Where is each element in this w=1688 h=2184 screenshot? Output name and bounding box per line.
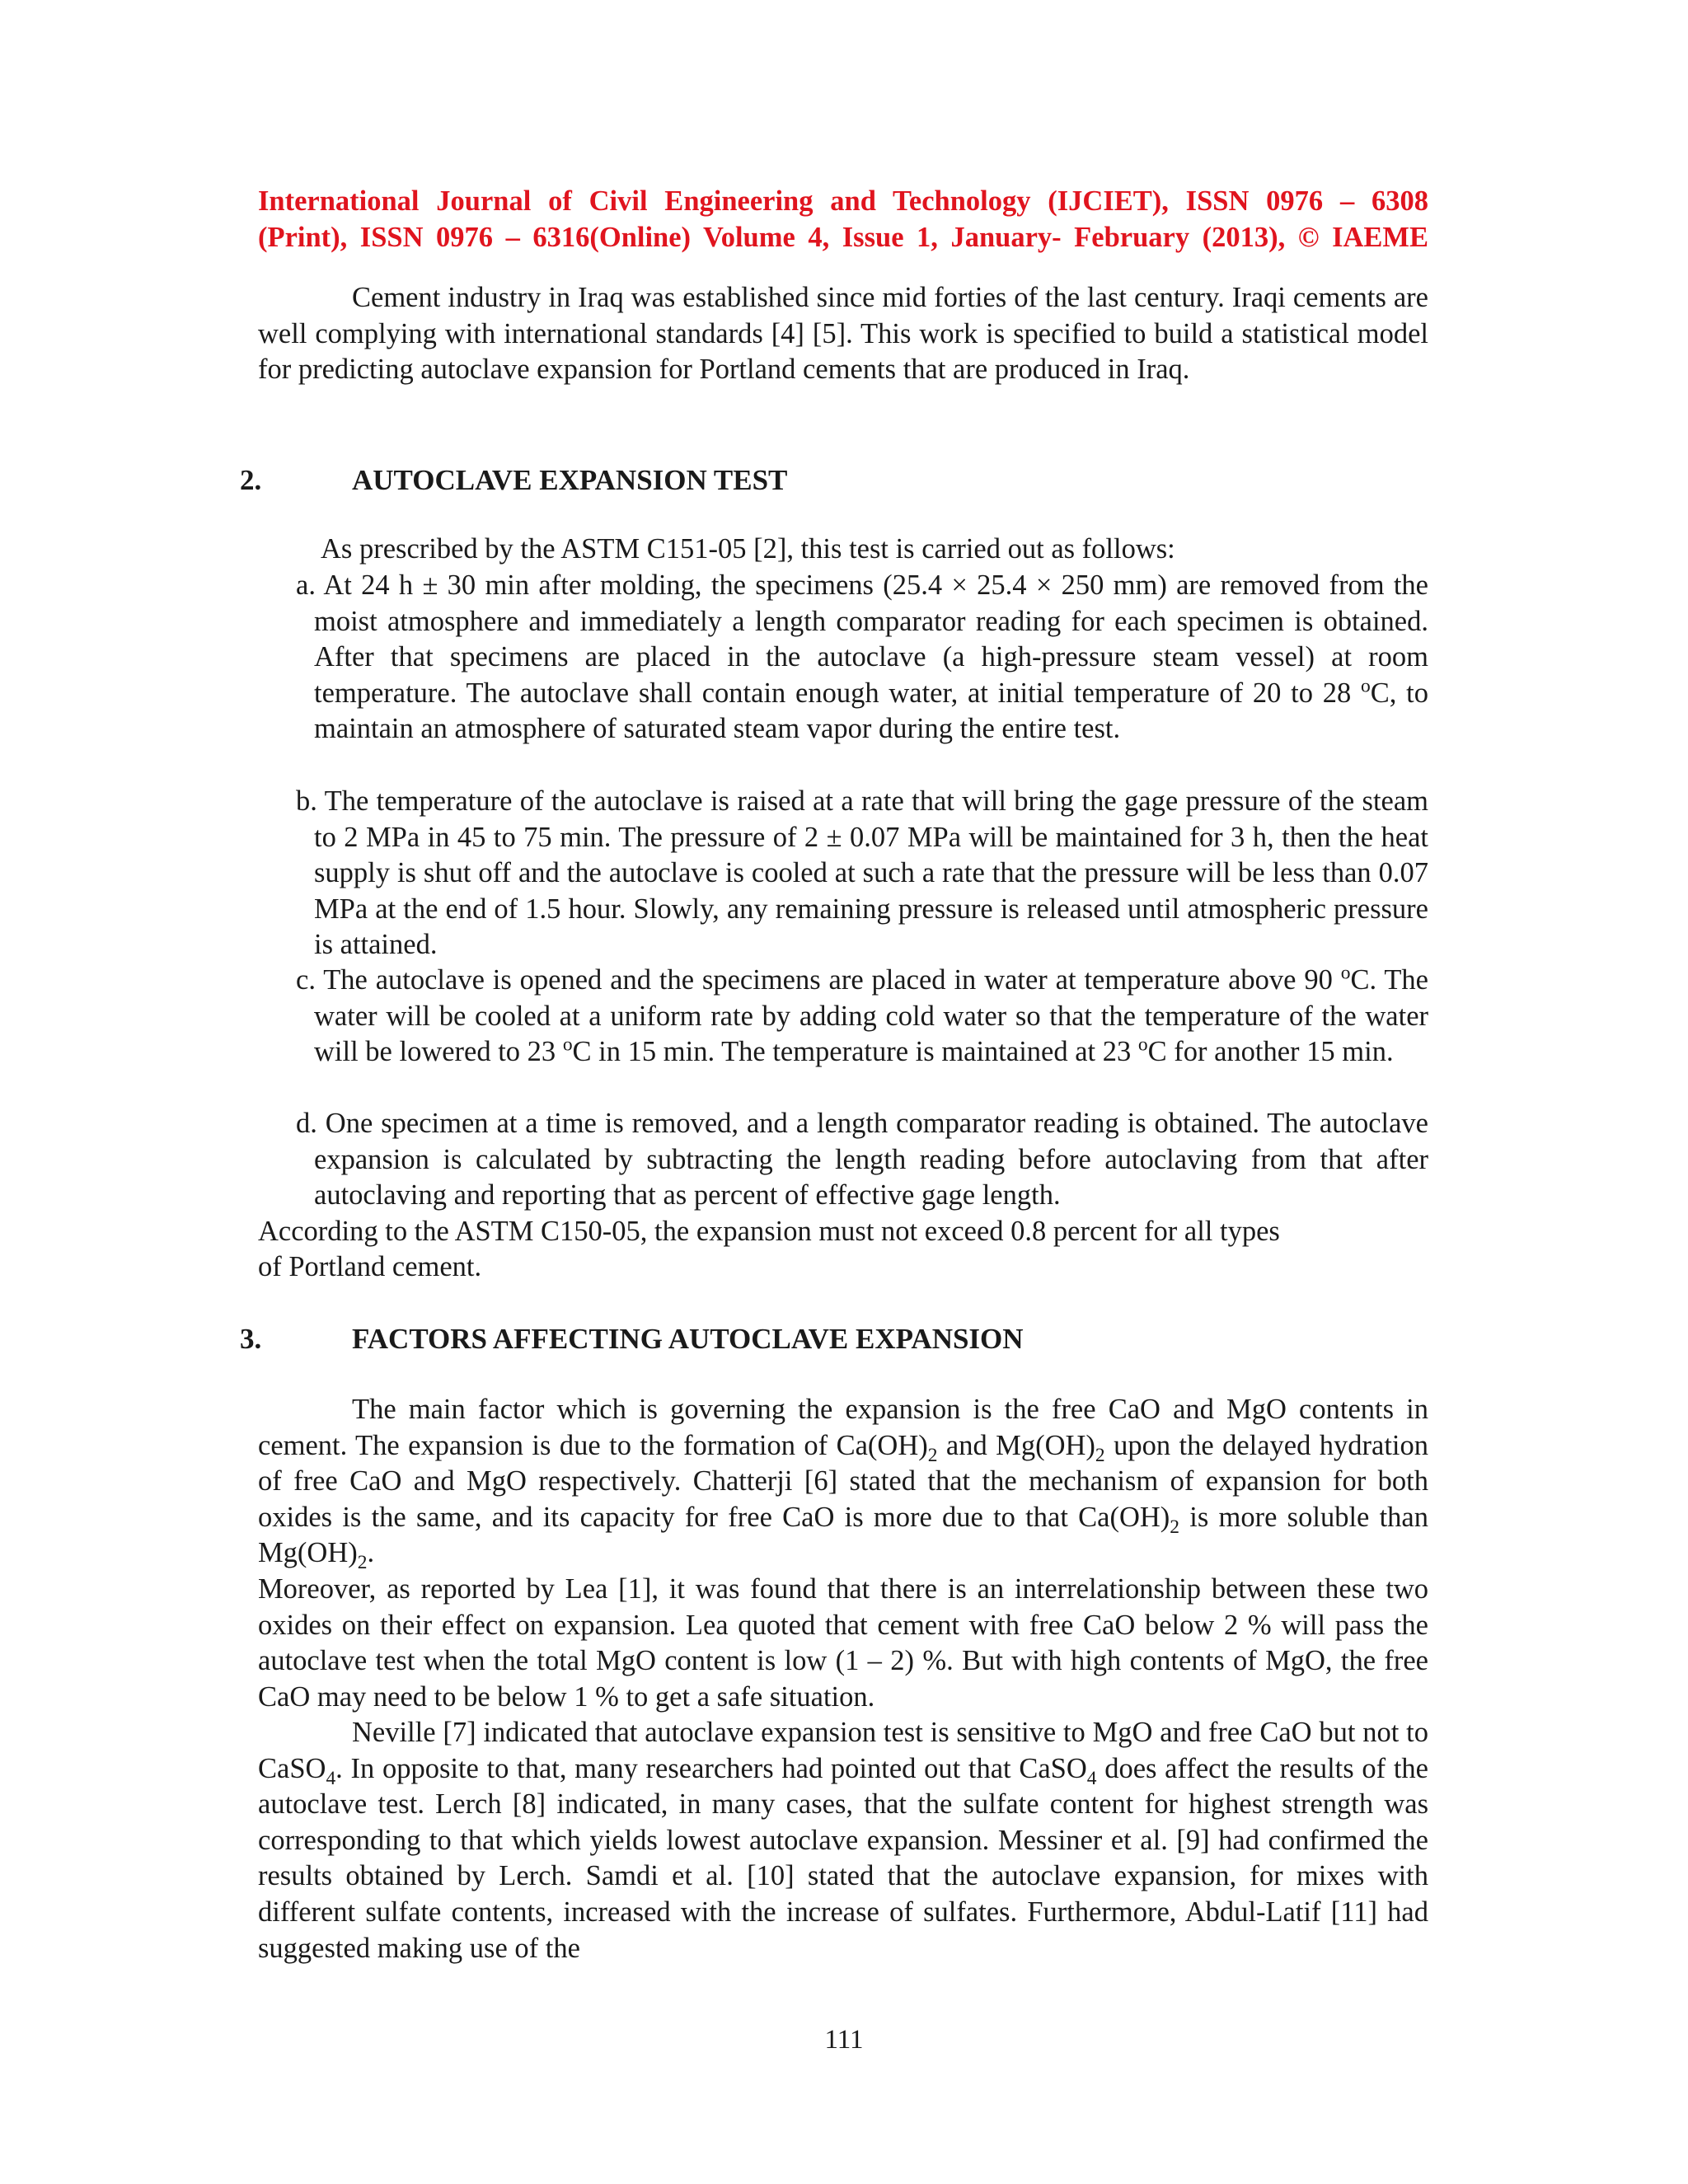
section-2-closing-line-2: of Portland cement. — [258, 1251, 482, 1282]
section-number: 2. — [240, 464, 262, 496]
section-number: 3. — [240, 1323, 262, 1355]
section-3-paragraph-1: The main factor which is governing the expansion is the free CaO and MgO contents in cement. The expansion is due to the formation of $Ca(OH)_2$ and $Mg(OH)_2$ upon the delayed hydration of free CaO and MgO respectively. Chatterji [6] stated that the mechanism of expansion for both oxides is the same, and its capacity for free CaO is more due to that $Ca(OH)_2$ is more soluble than $Mg(OH)_2$. — [258, 1394, 1429, 1574]
section-2-lead: As prescribed by the ASTM C151-05 [2], this test is carried out as follows: — [321, 533, 1175, 565]
section-title: AUTOCLAVE EXPANSION TEST — [352, 464, 788, 496]
list-item-b: b. The temperature of the autoclave is raised at a rate that will bring the gage pressure of the steam to 2 MPa in 45 to 75 min. The pressure of 2 ± 0.07 MPa will be maintained for 3 h, then the heat supply is shut off and the autoclave is cooled at such a rate that the pressure will be less than 0.07 MPa at the end of 1.5 hour. Slowly, any remaining pressure is released until atmospheric pressure is attained. — [296, 785, 1428, 961]
section-2-closing-line-1: According to the ASTM C150-05, the expansion must not exceed 0.8 percent for all types — [258, 1216, 1280, 1247]
section-3-paragraph-2: Moreover, as reported by Lea [1], it was found that there is an interrelationship between these two oxides on their effect on expansion. Lea quoted that cement with free CaO below 2 % will pass the autoclave test when the total MgO content is low (1 – 2) %. But with high contents of MgO, the free CaO may need to be below 1 % to get a safe situation. — [258, 1573, 1428, 1713]
section-title: FACTORS AFFECTING AUTOCLAVE EXPANSION — [352, 1323, 1024, 1355]
page-number: 111 — [824, 2025, 864, 2055]
section-3-paragraph-3: Neville [7] indicated that autoclave expansion test is sensitive to MgO and free CaO but not to CaSO$_4$. In opposite to that, many researchers had pointed out that CaSO$_4$ does affect the results of the autoclave test. Lerch [8] indicated, in many cases, that the sulfate content for highest strength was corresponding to that which yields lowest autoclave expansion. Messiner et al. [9] had confirmed the results obtained by Lerch. Samdi et al. [10] stated that the autoclave expansion, for mixes with different sulfate contents, increased with the increase of sulfates. Furthermore, Abdul-Latif [11] had suggested making use of the — [258, 1717, 1428, 1964]
list-item-c: c. The autoclave is opened and the specimens are placed in water at temperature above 90 $^o$C. The water will be cooled at a uniform rate by adding cold water so that the temperature of the water will be lowered to 23 $^o$C in 15 min. The temperature is maintained at 23 $^o$C for another 15 min. — [296, 962, 1428, 1068]
journal-header — [258, 183, 1428, 255]
journal-header-line-2: (Print), ISSN 0976 – 6316(Online) Volume 4, Issue 1, January- February (2013), © IAEME — [258, 222, 1428, 253]
section-3-heading — [240, 1321, 1427, 1357]
journal-header-line-1: International Journal of Civil Engineering and Technology (IJCIET), ISSN 0976 – 6308 — [258, 185, 1428, 217]
section-2-heading — [240, 462, 1427, 499]
intro-paragraph: Cement industry in Iraq was established since mid forties of the last century. Iraqi cements are well complying with international standards [4] [5]. This work is specified to build a statistical model for predicting autoclave expansion for Portland cements that are produced in Iraq. — [258, 282, 1428, 386]
list-item-a: a. At 24 h ± 30 min after molding, the specimens (25.4 × 25.4 × 250 mm) are removed from the moist atmosphere and immediately a length comparator reading for each specimen is obtained. After that specimens are placed in the autoclave (a high-pressure steam vessel) at room temperature. The autoclave shall contain enough water, at initial temperature of 20 to 28 $^o$C, to maintain an atmosphere of saturated steam vapor during the entire test. — [296, 569, 1428, 745]
list-item-d: d. One specimen at a time is removed, and a length comparator reading is obtained. The autoclave expansion is calculated by subtracting the length reading before autoclaving from that after autoclaving and reporting that as percent of effective gage length. — [296, 1108, 1428, 1212]
